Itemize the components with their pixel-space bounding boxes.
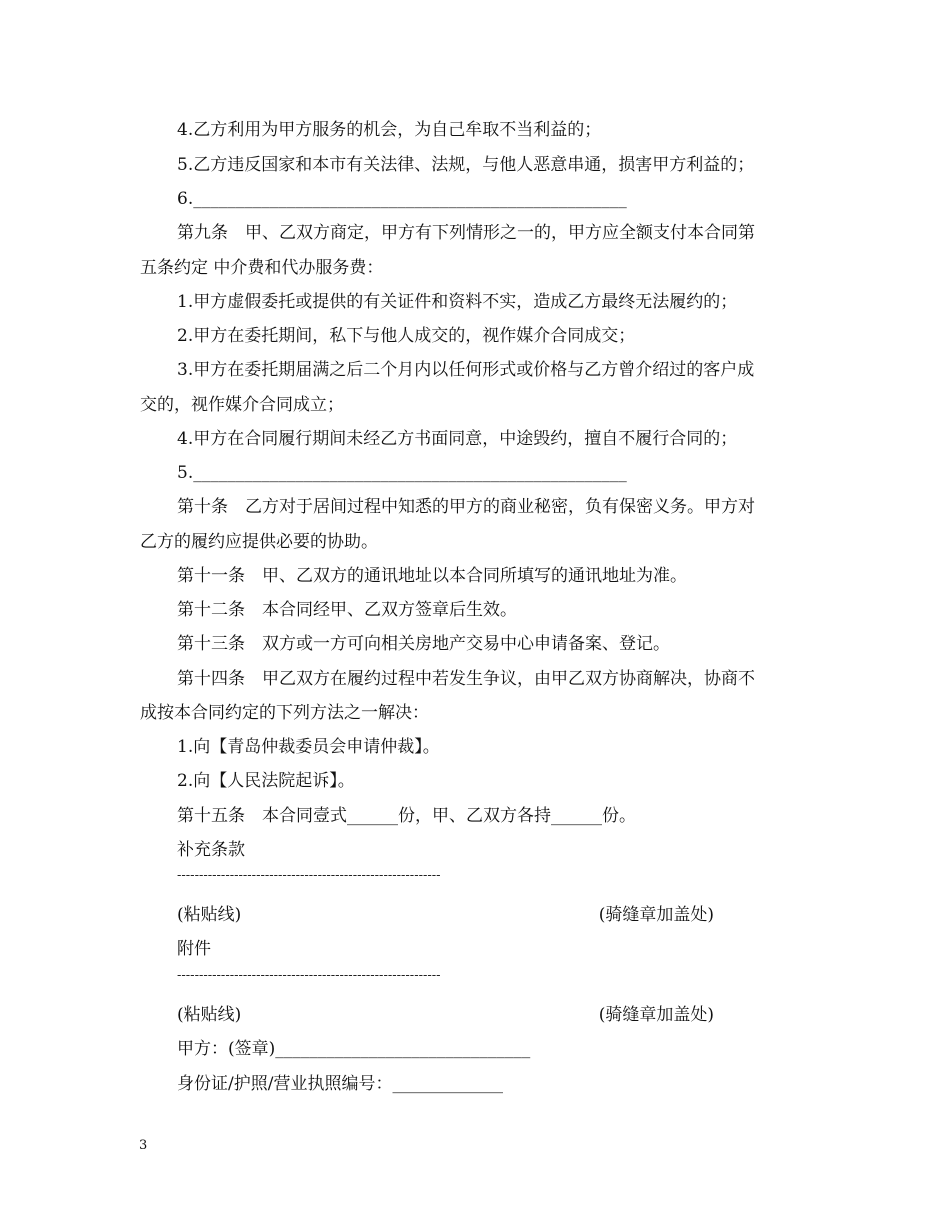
clause-14-item-1: 1.向【青岛仲裁委员会申请仲裁】。 [177,737,440,757]
paste-line-label-1: (粘贴线) [177,905,242,925]
clause-15: 第十五条 本合同壹式______份，甲、乙双方各持______份。 [177,806,636,826]
clause-9-item-5-blank: 5.___________________________________________________ [177,463,627,483]
page-number: 3 [139,1138,148,1153]
id-number-line: 身份证/护照/营业执照编号：_____________ [177,1074,503,1094]
clause-9-item-3-line-1: 3.甲方在委托期届满之后二个月内以任何形式或价格与乙方曾介绍过的客户成 [177,360,755,380]
clause-9-item-4: 4.甲方在合同履行期间未经乙方书面同意，中途毁约，擅自不履行合同的； [177,429,738,449]
clause-8-item-6-blank: 6.___________________________________________________ [177,189,627,209]
clause-13: 第十三条 双方或一方可向相关房地产交易中心申请备案、登记。 [177,634,670,654]
clause-8-item-4: 4.乙方利用为甲方服务的机会，为自己牟取不当利益的； [177,120,602,140]
clause-14-item-2: 2.向【人民法院起诉】。 [177,771,355,791]
seal-area-label-2: (骑缝章加盖处) [598,1005,714,1025]
clause-14-line-2: 成按本合同约定的下列方法之一解决： [140,703,429,723]
clause-9-line-1: 第九条 甲、乙双方商定，甲方有下列情形之一的，甲方应全额支付本合同第 [177,223,755,243]
party-a-signature-line: 甲方：(签章)______________________________ [177,1039,531,1059]
clause-9-item-2: 2.甲方在委托期间，私下与他人成交的，视作媒介合同成交； [177,326,636,346]
clause-14-line-1: 第十四条 甲乙双方在履约过程中若发生争议，由甲乙双方协商解决，协商不 [177,669,755,689]
clause-9-line-2: 五条约定 中介费和代办服务费： [140,258,384,278]
paste-line-label-2: (粘贴线) [177,1005,242,1025]
supplementary-terms-heading: 补充条款 [177,840,245,860]
clause-9-item-3-line-2: 交的，视作媒介合同成立； [140,395,344,415]
clause-10-line-2: 乙方的履约应提供必要的协助。 [140,532,378,552]
clause-9-item-1: 1.甲方虚假委托或提供的有关证件和资料不实，造成乙方最终无法履约的； [177,292,738,312]
attachment-dashed-line: ------------------------------------------------------------ [177,968,441,983]
clause-11: 第十一条 甲、乙双方的通讯地址以本合同所填写的通讯地址为准。 [177,566,687,586]
seal-area-label-1: (骑缝章加盖处) [598,905,714,925]
clause-8-item-5: 5.乙方违反国家和本市有关法律、法规，与他人恶意串通，损害甲方利益的； [177,155,755,175]
clause-10-line-1: 第十条 乙方对于居间过程中知悉的甲方的商业秘密，负有保密义务。甲方对 [177,497,755,517]
supplementary-terms-dashed-line: ------------------------------------------------------------ [177,868,441,883]
attachment-heading: 附件 [177,939,211,959]
clause-12: 第十二条 本合同经甲、乙双方签章后生效。 [177,600,517,620]
